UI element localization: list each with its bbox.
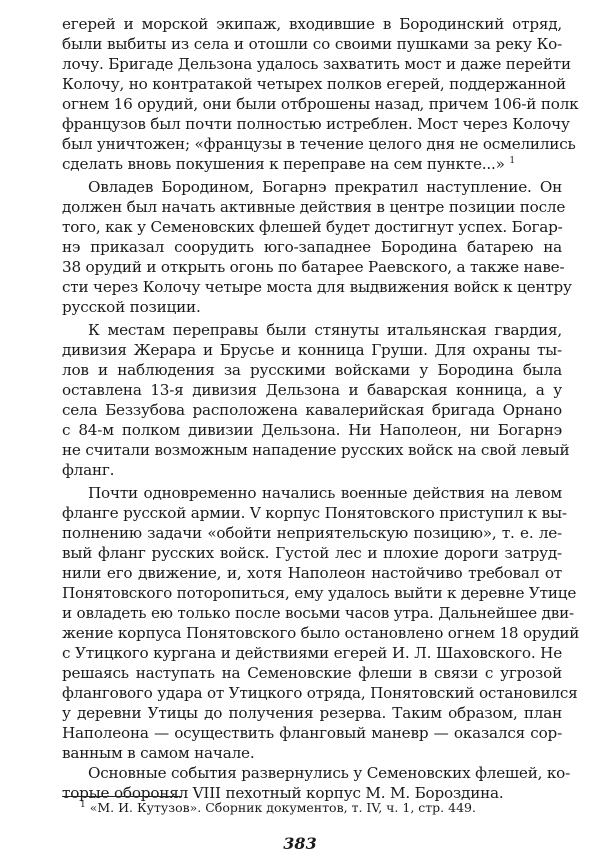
text-line: лочу. Бригаде Дельзона удалось захватить мост и даже перейти [62, 55, 571, 73]
text-line: сделать вновь покушения к переправе на сем пункте...» [62, 155, 505, 173]
text-line: огнем 16 орудий, они были отброшены назад, причем 106-й полк [62, 95, 579, 113]
text-line: должен был начать активные действия в центре позиции после [62, 198, 566, 216]
text-line: Почти одновременно начались военные действия на левом [88, 484, 562, 502]
text-line: не считали возможным нападение русских войск на свой левый [62, 441, 570, 459]
footnote-text: «М. И. Кутузов». Сборник документов, т. IV, ч. 1, стр. 449. [89, 800, 476, 815]
text-line: флангового удара от Утицкого отряда, Понятовский остановился [62, 684, 578, 702]
text-line: с 84-м полком дивизии Дельзона. Ни Наполеон, ни Богарнэ [62, 421, 562, 439]
text-line: были выбиты из села и отошли со своими пушками за реку Ко- [62, 35, 562, 53]
text-line-with-footnote [62, 154, 562, 174]
text-line: Овладев Бородином, Богарнэ прекратил наступление. Он [88, 178, 562, 196]
text-line: 38 орудий и открыть огонь по батарее Раевского, а также наве- [62, 258, 565, 276]
text-line: К местам переправы были стянуты итальянская гвардия, [88, 321, 562, 339]
text-line: Колочу, но контратакой четырех полков егерей, поддержанной [62, 75, 566, 93]
footnote-marker: 1 [80, 799, 86, 810]
text-line: лов и наблюдения за русскими войсками у Бородина была [62, 361, 562, 379]
text-line: нили его движение, и, хотя Наполеон настойчиво требовал от [62, 564, 562, 582]
text-line: нэ приказал соорудить юго-западнее Бородина батарею на [62, 238, 562, 256]
text-line: оставлена 13-я дивизия Дельзона и баварская конница, а у [62, 381, 562, 399]
text-line: Понятовского поторопиться, ему удалось выйти к деревне Утице [62, 584, 577, 602]
footnote-divider [62, 796, 182, 797]
footnote [80, 800, 560, 816]
text-line: Наполеона — осуществить фланговый маневр — оказался сор- [62, 724, 562, 742]
footnote-reference: 1 [509, 155, 515, 166]
text-line: того, как у Семеновских флешей будет достигнут успех. Богар- [62, 218, 563, 236]
text-line: русской позиции. [62, 298, 201, 316]
text-line: у деревни Утицы до получения резерва. Таким образом, план [62, 704, 562, 722]
text-line: с Утицкого кургана и действиями егерей И. Л. Шаховского. Не [62, 644, 562, 662]
text-line: Основные события развернулись у Семеновских флешей, ко- [88, 764, 571, 782]
page-number: 383 [283, 834, 317, 853]
text-line: торые оборонял VIII пехотный корпус М. М. Бороздина. [62, 784, 504, 802]
text-line: вый фланг русских войск. Густой лес и плохие дороги затруд- [62, 544, 562, 562]
text-line: и овладеть ею только после восьми часов утра. Дальнейшее дви- [62, 604, 574, 622]
text-line: решаясь наступать на Семеновские флеши в связи с угрозой [62, 664, 562, 682]
text-line: был уничтожен; «французы в течение целого дня не осмелились [62, 135, 576, 153]
text-line: дивизия Жерара и Брусье и конница Груши. Для охраны ты- [62, 341, 562, 359]
text-line: фланге русской армии. V корпус Понятовского приступил к вы- [62, 504, 567, 522]
text-line: егерей и морской экипаж, входившие в Бородинский отряд, [62, 15, 562, 33]
text-line: французов был почти полностью истреблен. Мост через Колочу [62, 115, 570, 133]
text-line: фланг. [62, 461, 115, 479]
text-line: сти через Колочу четыре моста для выдвижения войск к центру [62, 278, 572, 296]
text-line: жение корпуса Понятовского было остановлено огнем 18 орудий [62, 624, 580, 642]
text-line: ванным в самом начале. [62, 744, 255, 762]
text-line: полнению задачи «обойти неприятельскую позицию», т. е. ле- [62, 524, 562, 542]
text-line: села Беззубова расположена кавалерийская бригада Орнано [62, 401, 562, 419]
